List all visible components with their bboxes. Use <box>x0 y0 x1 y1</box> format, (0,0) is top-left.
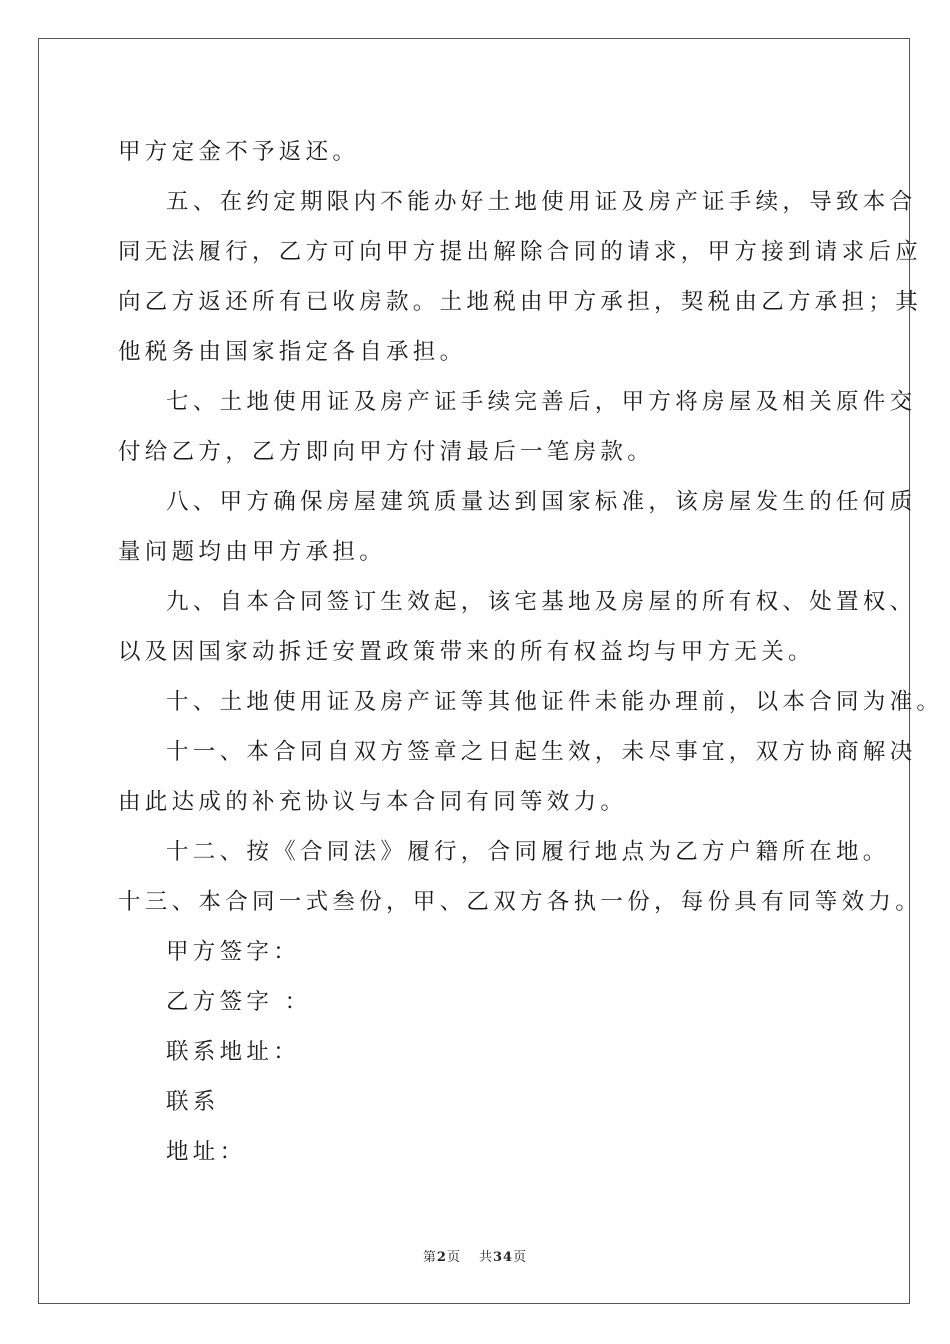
clause-eleven: 十一、本合同自双方签章之日起生效，未尽事宜，双方协商解决 <box>166 739 917 765</box>
party-b-signature-label: 乙方签字 ： <box>166 989 312 1015</box>
page-number: 2 <box>436 1250 447 1265</box>
text-line: 他税务由国家指定各自承担。 <box>118 339 467 365</box>
party-a-signature-label: 甲方签字： <box>166 939 301 965</box>
page-prefix: 第 <box>422 1250 437 1265</box>
clause-nine: 九、自本合同签订生效起，该宅基地及房屋的所有权、处置权、 <box>166 589 917 615</box>
clause-twelve: 十二、按《合同法》履行，合同履行地点为乙方户籍所在地。 <box>166 839 890 865</box>
document-body <box>118 127 944 1177</box>
clause-ten: 十、土地使用证及房产证等其他证件未能办理前，以本合同为准。 <box>166 689 944 715</box>
total-prefix: 共 <box>478 1250 493 1265</box>
text-line: 付给乙方，乙方即向甲方付清最后一笔房款。 <box>118 439 655 465</box>
clause-seven: 七、土地使用证及房产证手续完善后，甲方将房屋及相关原件交 <box>166 389 917 415</box>
contact-label: 联系 <box>166 1089 220 1115</box>
clause-thirteen: 十三、本合同一式叁份，甲、乙双方各执一份，每份具有同等效力。 <box>118 889 923 915</box>
total-suffix: 页 <box>513 1250 528 1265</box>
page-suffix: 页 <box>446 1250 461 1265</box>
text-line: 同无法履行，乙方可向甲方提出解除合同的请求，甲方接到请求后应 <box>118 239 923 265</box>
text-line: 甲方定金不予返还。 <box>118 139 360 165</box>
text-line: 以及因国家动拆迁安置政策带来的所有权益均与甲方无关。 <box>118 639 815 665</box>
clause-eight: 八、甲方确保房屋建筑质量达到国家标准，该房屋发生的任何质 <box>166 489 917 515</box>
text-line: 量问题均由甲方承担。 <box>118 539 387 565</box>
text-line: 由此达成的补充协议与本合同有同等效力。 <box>118 789 628 815</box>
total-pages: 34 <box>492 1250 514 1265</box>
address-label: 地址： <box>166 1139 247 1165</box>
clause-five: 五、在约定期限内不能办好土地使用证及房产证手续，导致本合 <box>166 189 917 215</box>
contact-address-label: 联系地址： <box>166 1039 301 1065</box>
page-footer <box>0 1246 950 1265</box>
text-line: 向乙方返还所有已收房款。土地税由甲方承担，契税由乙方承担；其 <box>118 289 923 315</box>
